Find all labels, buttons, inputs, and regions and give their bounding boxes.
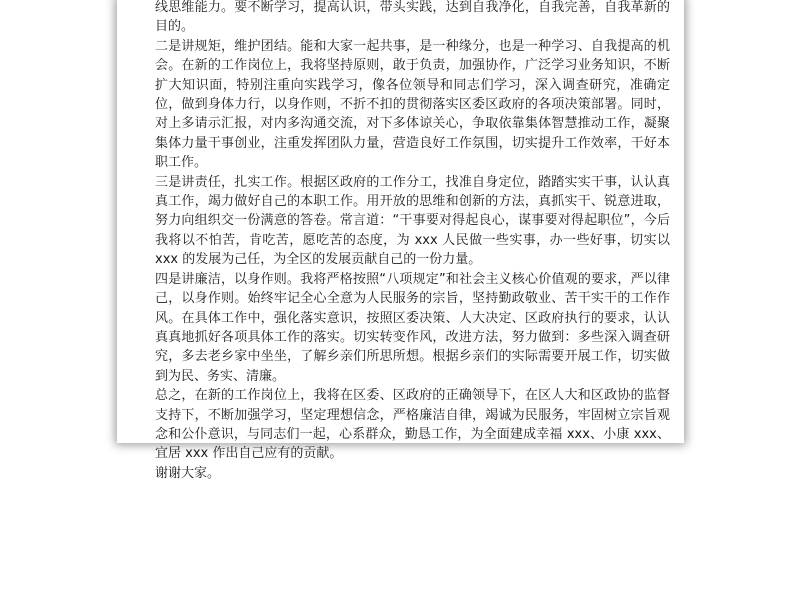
document-body	[155, 0, 670, 483]
paragraph-responsibility: 三是讲责任，扎实工作。根据区政府的工作分工，找准自身定位，踏踏实实干事，认认真真工作，竭力做好自己的本职工作。用开放的思维和创新的方法，真抓实干、锐意进取，努力向组织交一份满意的答卷。常言道：“干事要对得起良心，谋事要对得起职位”，今后我将以不怕苦，肯吃苦，愿吃苦的态度，为 xxx 人民做一些实事，办一些好事，切实以 xxx 的发展为己任，为全区的发展贡献自己的一份力量。	[155, 174, 670, 268]
paragraph-conclusion: 总之，在新的工作岗位上，我将在区委、区政府的正确领导下，在区人大和区政协的监督支持下，不断加强学习，坚定理想信念，严格廉洁自律，竭诚为民服务，牢固树立宗旨观念和公仆意识，与同志们一起，心系群众，勤恳工作，为全面建成幸福 xxx、小康 xxx、宜居 xxx 作出自己应有的贡献。	[155, 388, 670, 462]
paragraph-integrity: 四是讲廉洁，以身作则。我将严格按照“八项规定”和社会主义核心价值观的要求，严以律己，以身作则。始终牢记全心全意为人民服务的宗旨，坚持勤政敬业、苦干实干的工作作风。在具体工作中，强化落实意识，按照区委决策、人大决定、区政府执行的要求，认认真真地抓好各项具体工作的落实。切实转变作风，改进方法，努力做到：多些深入调查研究，多去老乡家中坐坐，了解乡亲们所思所想。根据乡亲们的实际需要开展工作，切实做到为民、务实、清廉。	[155, 271, 670, 384]
paragraph-thanks: 谢谢大家。	[155, 465, 221, 481]
document-page	[117, 0, 684, 481]
paragraph-intro-continuation: 线思维能力。要不断学习，提高认识，带头实践，达到自我净化，自我完善，自我革新的目的。	[155, 0, 670, 35]
paragraph-rules-unity: 二是讲规矩，维护团结。能和大家一起共事，是一种缘分，也是一种学习、自我提高的机会。在新的工作岗位上，我将坚持原则，敢于负责，加强协作，广泛学习业务知识，不断扩大知识面，特别注重向实践学习，像各位领导和同志们学习，深入调查研究，准确定位，做到身体力行，以身作则，不折不扣的贯彻落实区委区政府的各项决策部署。同时，对上多请示汇报，对内多沟通交流，对下多体谅关心，争取依靠集体智慧推动工作，凝聚集体力量干事创业，注重发挥团队力量，营造良好工作氛围，切实提升工作效率，干好本职工作。	[155, 38, 670, 171]
